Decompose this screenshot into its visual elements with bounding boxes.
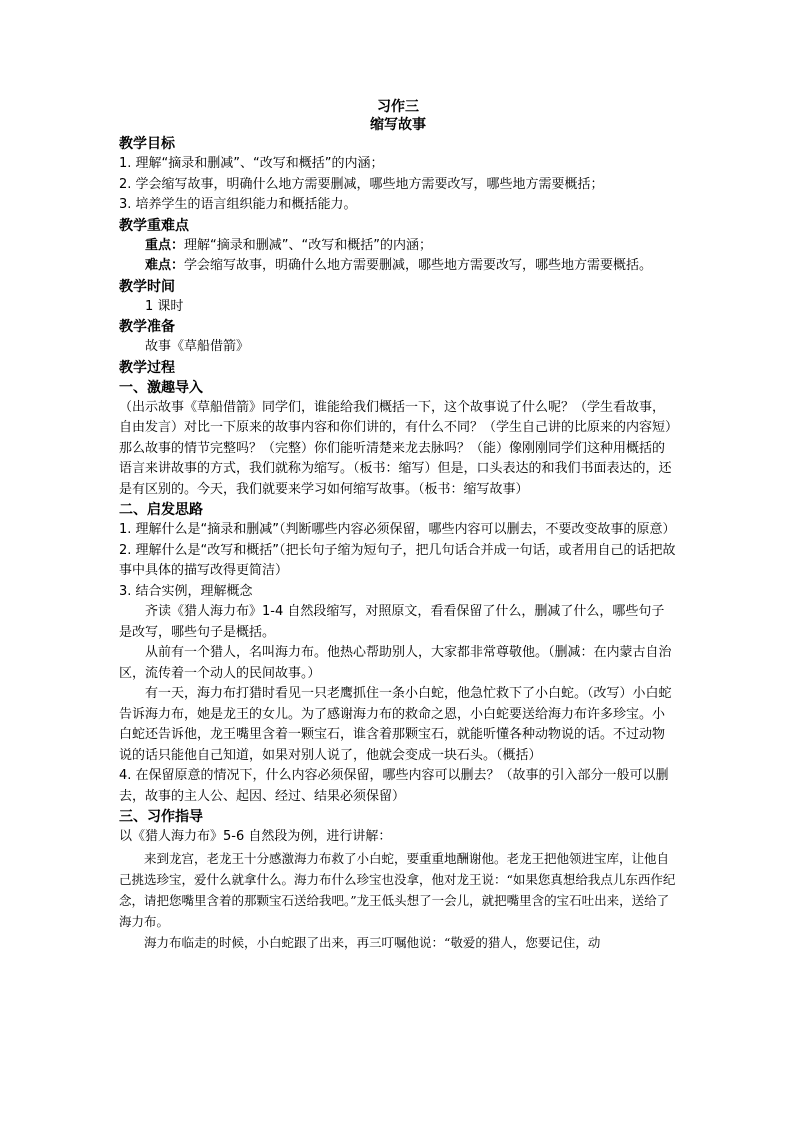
- ideas-item: 3. 结合实例，理解概念: [119, 583, 253, 599]
- objective-item: 2. 学会缩写故事，明确什么地方需要删减，哪些地方需要改写，哪些地方需要概括；: [119, 176, 604, 192]
- key-point-text: 理解“摘录和删减”、“改写和概括”的内涵；: [184, 237, 432, 253]
- page-title: 习作三: [377, 99, 419, 115]
- example-paragraph: 齐读《猎人海力布》1-4 自然段缩写，对照原文，看看保留了什么，删减了什么，哪些句子是改写，哪些句子是概括。: [119, 604, 665, 640]
- example-paragraph: 有一天，海力布打猎时看见一只老鹰抓住一条小白蛇，他急忙救下了小白蛇。（改写）小白蛇告诉海力布，她是龙王的女儿。为了感谢海力布的救命之恩，小白蛇要送给海力布许多珍宝。小白蛇还告诉他，龙王嘴里含着一颗宝石，谁含着那颗宝石，就能听懂各种动物说的话。不过动物说的话只能他自己知道，如果对别人说了，他就会变成一块石头。（概括）: [119, 686, 672, 763]
- section-heading-objectives: 教学目标: [119, 136, 175, 152]
- ideas-item: 1. 理解什么是“摘录和删减”（判断哪些内容必须保留，哪些内容可以删去，不要改变故事的原意）: [119, 522, 676, 537]
- teaching-time: 1 课时: [145, 298, 184, 314]
- objective-item: 1. 理解“摘录和删减”、“改写和概括”的内涵；: [119, 156, 384, 171]
- intro-paragraph: （出示故事《草船借箭》同学们，谁能给我们概括一下，这个故事说了什么呢？（学生看故事，自由发言）对比一下原来的故事内容和你们讲的，有什么不同？（学生自己讲的比原来的内容短）那么故事的情节完整吗？（完整）你们能听清楚来龙去脉吗？（能）像刚刚同学们这种用概括的语言来讲故事的方式，我们就称为缩写。（板书：缩写）但是，口头表达的和我们书面表达的，还是有区别的。今天，我们就要来学习如何缩写故事。（板书：缩写故事）: [119, 399, 672, 497]
- teaching-preparation: 故事《草船借箭》: [145, 339, 250, 354]
- section-heading-preparation: 教学准备: [119, 319, 175, 335]
- ideas-item: 2. 理解什么是“改写和概括”（把长句子缩为短句子，把几句话合并成一句话，或者用自己的话把故事中具体的描写改得更简洁）: [119, 542, 676, 578]
- objective-item: 3. 培养学生的语言组织能力和概括能力。: [119, 197, 357, 212]
- story-excerpt: 来到龙宫，老龙王十分感激海力布救了小白蛇，要重重地酬谢他。老龙王把他领进宝库，让他自己挑选珍宝，爱什么就拿什么。海力布什么珍宝也没拿，他对龙王说：“如果您真想给我点儿东西作纪念，请把您嘴里含着的那颗宝石送给我吧。”龙王低头想了一会儿，就把嘴里含的宝石吐出来，送给了海力布。: [119, 850, 676, 929]
- key-point-label: 重点：: [145, 237, 185, 253]
- example-paragraph: 从前有一个猎人，名叫海力布。他热心帮助别人，大家都非常尊敬他。（删减：在内蒙古自治区，流传着一个动人的民间故事。）: [119, 645, 672, 681]
- section-heading-process: 教学过程: [119, 359, 175, 376]
- key-point: [119, 236, 677, 257]
- page-subtitle: 缩写故事: [370, 117, 426, 133]
- difficult-point: [119, 256, 677, 277]
- section-heading-time: 教学时间: [119, 278, 175, 295]
- subheading-intro: 一、激趣导入: [119, 379, 203, 396]
- ideas-item: 4. 在保留原意的情况下，什么内容必须保留，哪些内容可以删去？（故事的引入部分一般可以删去，故事的主人公、起因、经过、结果必须保留）: [119, 768, 669, 804]
- difficult-point-text: 学会缩写故事，明确什么地方需要删减，哪些地方需要改写，哪些地方需要概括。: [184, 258, 653, 273]
- subheading-ideas: 二、启发思路: [119, 502, 203, 518]
- difficult-point-label: 难点：: [145, 258, 185, 273]
- section-heading-key-points: 教学重难点: [119, 217, 189, 234]
- guidance-intro: 以《猎人海力布》5-6 自然段为例，进行讲解：: [119, 829, 392, 844]
- story-excerpt: 海力布临走的时候，小白蛇跟了出来，再三叮嘱他说：“敬爱的猎人，您要记住，动: [144, 934, 601, 950]
- subheading-guidance: 三、习作指导: [119, 809, 203, 825]
